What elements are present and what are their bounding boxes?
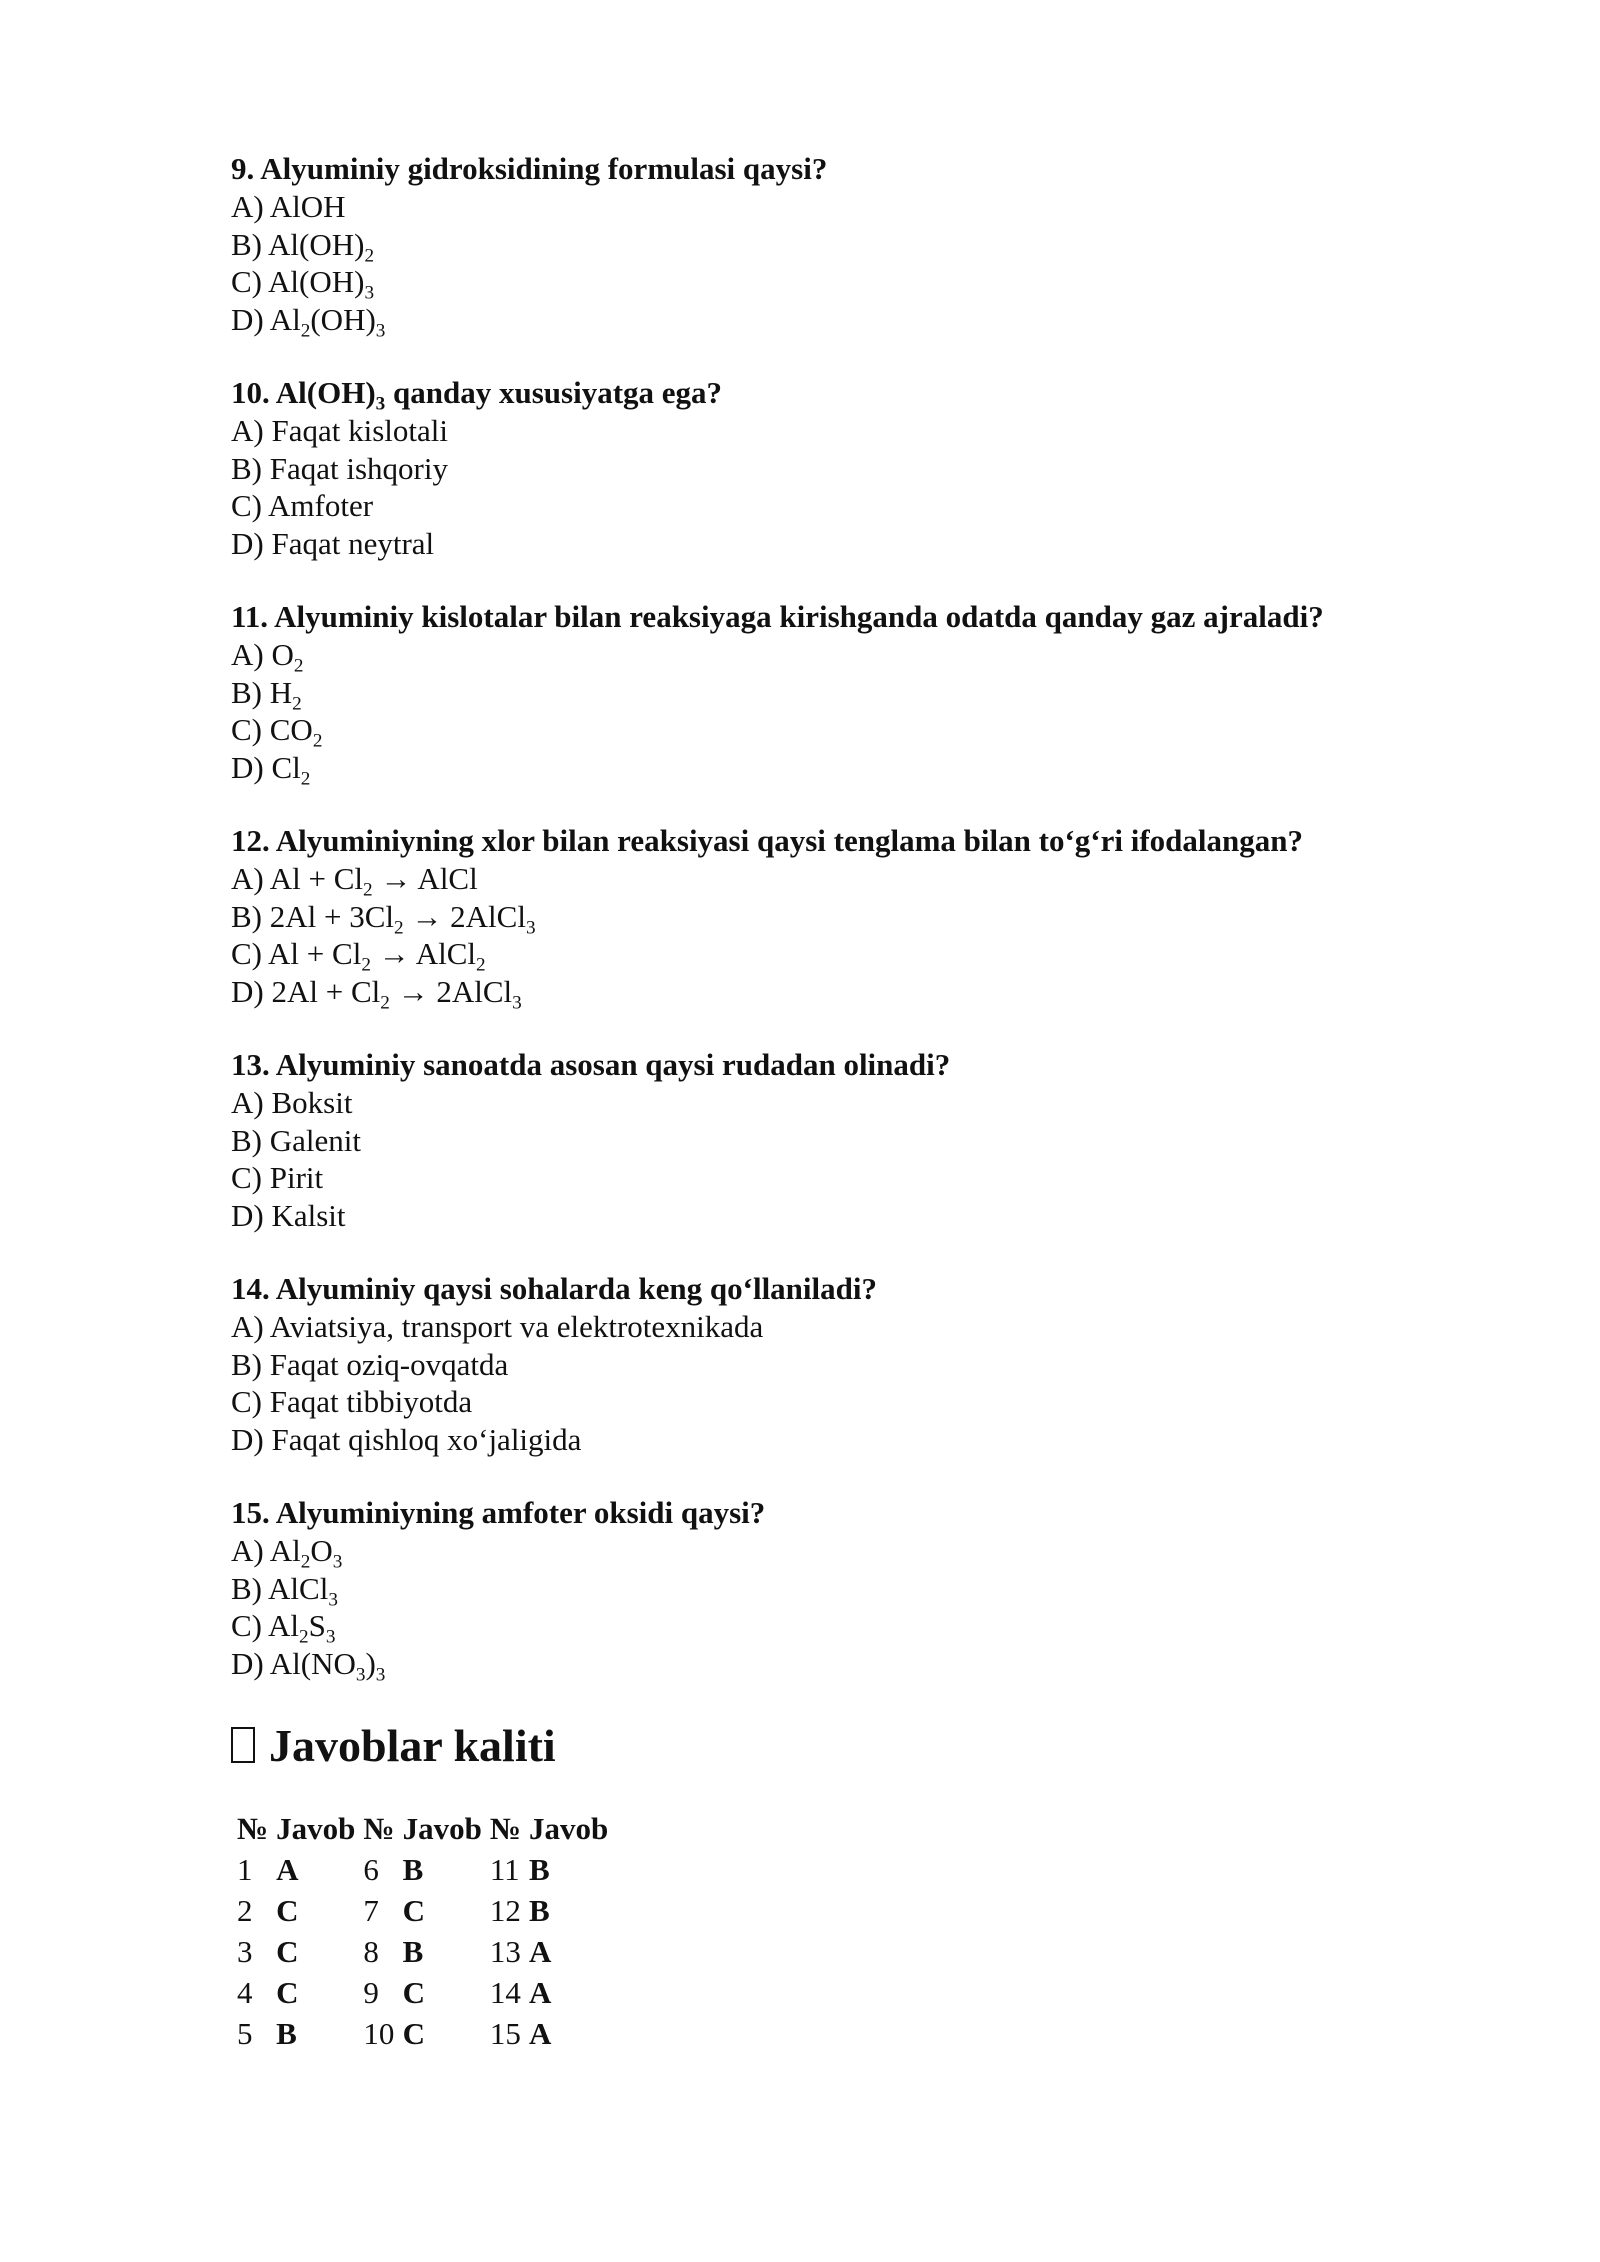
subscript: 2 — [476, 954, 486, 976]
answer-option — [231, 1159, 1431, 1197]
subscript: 2 — [394, 917, 404, 939]
text-run: C) Pirit — [231, 1160, 324, 1195]
text-run: C) Faqat tibbiyotda — [231, 1384, 473, 1419]
answer-option — [231, 935, 1431, 976]
text-run: 15. Alyuminiyning amfoter oksidi qaysi? — [231, 1495, 766, 1530]
answer-key-row — [233, 2013, 612, 2054]
col-header-number: № — [489, 1810, 521, 1846]
question-number: 2 — [237, 1892, 253, 1928]
text-run: B) H — [231, 674, 293, 710]
answer-key-heading — [231, 1718, 1431, 1774]
answer-letter: C — [402, 1974, 425, 2010]
text-run: A) Boksit — [231, 1085, 353, 1120]
subscript: 3 — [364, 282, 375, 304]
text-run: → 2AlCl — [389, 973, 513, 1009]
question-number: 10 — [363, 2015, 395, 2051]
question-block — [231, 1270, 1431, 1458]
answer-option — [231, 1346, 1431, 1384]
text-run: A) AlOH — [231, 189, 346, 224]
question-list — [231, 150, 1431, 1686]
subscript: 2 — [299, 1626, 309, 1648]
text-run: B) Al(OH) — [231, 226, 365, 262]
text-run: A) Faqat kislotali — [231, 413, 448, 448]
missing-glyph-icon — [231, 1727, 255, 1763]
text-run: B) AlCl — [231, 1570, 329, 1606]
answer-key-row — [233, 1931, 612, 1972]
text-run: 9. Alyuminiy gidroksidining formulasi qaysi? — [231, 151, 828, 186]
answer-option — [231, 1383, 1431, 1421]
answer-option — [231, 860, 1431, 901]
subscript: 2 — [300, 320, 311, 342]
text-run: qanday xususiyatga ega? — [385, 375, 723, 410]
text-run: D) Faqat neytral — [231, 525, 435, 561]
answer-option — [231, 263, 1431, 304]
answer-option — [231, 487, 1431, 525]
answer-option — [231, 898, 1431, 939]
text-run: → AlCl — [372, 861, 478, 896]
subscript: 2 — [300, 768, 311, 790]
text-run: 12. Alyuminiyning xlor bilan reaksiyasi qaysi tenglama bilan to‘g‘ri ifodalangan? — [231, 823, 1303, 858]
text-run: C) Al — [231, 1608, 300, 1643]
question-title — [231, 822, 1431, 860]
question-title — [231, 1270, 1431, 1308]
text-run: → AlCl — [370, 936, 477, 971]
text-run: A) Aviatsiya, transport va elektrotexnikada — [231, 1309, 764, 1344]
question-number: 4 — [237, 1974, 253, 2010]
text-run: C) Al(OH) — [231, 264, 365, 299]
answer-key-row — [233, 1849, 612, 1890]
answer-letter: A — [528, 2015, 552, 2051]
text-run: O — [310, 1533, 333, 1568]
text-run: A) Al — [231, 1533, 301, 1568]
subscript: 3 — [328, 1589, 338, 1611]
question-title — [231, 1494, 1431, 1532]
question-block — [231, 822, 1431, 1014]
answer-option — [231, 674, 1431, 715]
question-number: 12 — [489, 1892, 521, 1928]
text-run: B) 2Al + 3Cl — [231, 898, 395, 934]
answer-option — [231, 973, 1431, 1014]
text-run: → 2AlCl — [403, 898, 526, 934]
question-number: 11 — [489, 1851, 520, 1887]
answer-option — [231, 711, 1431, 752]
answer-letter: C — [402, 1892, 425, 1928]
text-run: A) O — [231, 637, 294, 672]
text-run: D) Faqat qishloq xo‘jaligida — [231, 1421, 582, 1457]
question-block — [231, 1046, 1431, 1234]
question-number: 1 — [237, 1851, 253, 1887]
question-number: 6 — [363, 1851, 379, 1887]
answer-option — [231, 749, 1431, 790]
answer-letter: A — [528, 1933, 552, 1969]
question-number: 7 — [363, 1892, 379, 1928]
text-run: D) Cl — [231, 749, 301, 785]
text-run: C) Amfoter — [231, 488, 374, 523]
col-header-answer: Javob — [402, 1810, 482, 1846]
answer-option — [231, 412, 1431, 450]
subscript: 3 — [355, 1664, 366, 1686]
subscript: 2 — [312, 730, 323, 752]
subscript: 2 — [300, 1551, 311, 1573]
text-run: D) Al — [231, 301, 301, 337]
question-block — [231, 150, 1431, 342]
subscript: 3 — [332, 1551, 343, 1573]
answer-letter: A — [528, 1974, 552, 2010]
question-number: 9 — [363, 1974, 379, 2010]
col-header-number: № — [363, 1810, 395, 1846]
answer-option — [231, 1308, 1431, 1346]
text-run: B) Faqat ishqoriy — [231, 450, 448, 486]
answer-option — [231, 1532, 1431, 1573]
subscript: 3 — [375, 393, 386, 415]
answer-option — [231, 1645, 1431, 1686]
question-number: 13 — [489, 1933, 521, 1969]
text-run: D) Al(NO — [231, 1645, 356, 1681]
answer-letter: B — [402, 1933, 424, 1969]
answer-option — [231, 1084, 1431, 1122]
answer-option — [231, 226, 1431, 267]
answer-option — [231, 1607, 1431, 1648]
text-run: C) CO — [231, 712, 313, 747]
answer-option — [231, 636, 1431, 677]
question-number: 14 — [489, 1974, 521, 2010]
subscript: 3 — [525, 917, 536, 939]
text-run: B) Galenit — [231, 1122, 361, 1158]
answer-key-body — [233, 1849, 612, 2054]
answer-letter: C — [276, 1974, 299, 2010]
question-number: 5 — [237, 2015, 253, 2051]
answer-option — [231, 525, 1431, 563]
answer-letter: B — [402, 1851, 424, 1887]
question-title — [231, 1046, 1431, 1084]
answer-option — [231, 301, 1431, 342]
subscript: 3 — [375, 1664, 386, 1686]
answer-letter: C — [402, 2015, 425, 2051]
subscript: 2 — [292, 693, 302, 715]
text-run: C) Al + Cl — [231, 936, 362, 971]
question-block — [231, 1494, 1431, 1686]
subscript: 2 — [363, 879, 373, 901]
question-title — [231, 598, 1431, 636]
subscript: 2 — [364, 245, 375, 267]
answer-letter: B — [276, 2015, 297, 2051]
question-number: 15 — [489, 2015, 521, 2051]
text-run: 13. Alyuminiy sanoatda asosan qaysi rudadan olinadi? — [231, 1047, 951, 1082]
question-number: 3 — [237, 1933, 253, 1969]
text-run: A) Al + Cl — [231, 861, 364, 896]
text-run: 11. Alyuminiy kislotalar bilan reaksiyaga kirishganda odatda qanday gaz ajraladi? — [231, 599, 1324, 634]
text-run: 14. Alyuminiy qaysi sohalarda keng qo‘llaniladi? — [231, 1271, 878, 1306]
answer-key-table — [233, 1808, 612, 2054]
text-run: B) Faqat oziq-ovqatda — [231, 1346, 509, 1382]
answer-option — [231, 1421, 1431, 1459]
subscript: 3 — [375, 320, 386, 342]
answer-option — [231, 1122, 1431, 1160]
answer-key-header-row — [233, 1808, 612, 1849]
document-content — [231, 150, 1431, 2054]
question-block — [231, 374, 1431, 562]
text-run: 10. Al(OH) — [231, 375, 376, 410]
col-header-answer: Javob — [528, 1810, 609, 1846]
subscript: 3 — [512, 992, 522, 1014]
subscript: 2 — [380, 992, 390, 1014]
answer-letter: B — [528, 1892, 550, 1928]
answer-key-title: Javoblar kaliti — [269, 1720, 556, 1771]
answer-option — [231, 450, 1431, 488]
answer-key-row — [233, 1890, 612, 1931]
answer-option — [231, 1570, 1431, 1611]
text-run: ) — [365, 1645, 376, 1681]
answer-letter: C — [276, 1892, 299, 1928]
col-header-answer: Javob — [276, 1810, 356, 1846]
text-run: D) 2Al + Cl — [231, 973, 381, 1009]
question-title — [231, 374, 1431, 415]
answer-option — [231, 1197, 1431, 1235]
text-run: (OH) — [310, 301, 376, 337]
col-header-number: № — [237, 1810, 269, 1846]
text-run: S — [308, 1608, 326, 1643]
question-block — [231, 598, 1431, 790]
question-number: 8 — [363, 1933, 379, 1969]
answer-letter: B — [528, 1851, 550, 1887]
answer-letter: A — [276, 1851, 299, 1887]
subscript: 2 — [361, 954, 371, 976]
answer-option — [231, 188, 1431, 226]
text-run: D) Kalsit — [231, 1197, 346, 1233]
answer-key-row — [233, 1972, 612, 2013]
question-title — [231, 150, 1431, 188]
answer-letter: C — [276, 1933, 299, 1969]
subscript: 3 — [325, 1626, 336, 1648]
subscript: 2 — [293, 655, 304, 677]
